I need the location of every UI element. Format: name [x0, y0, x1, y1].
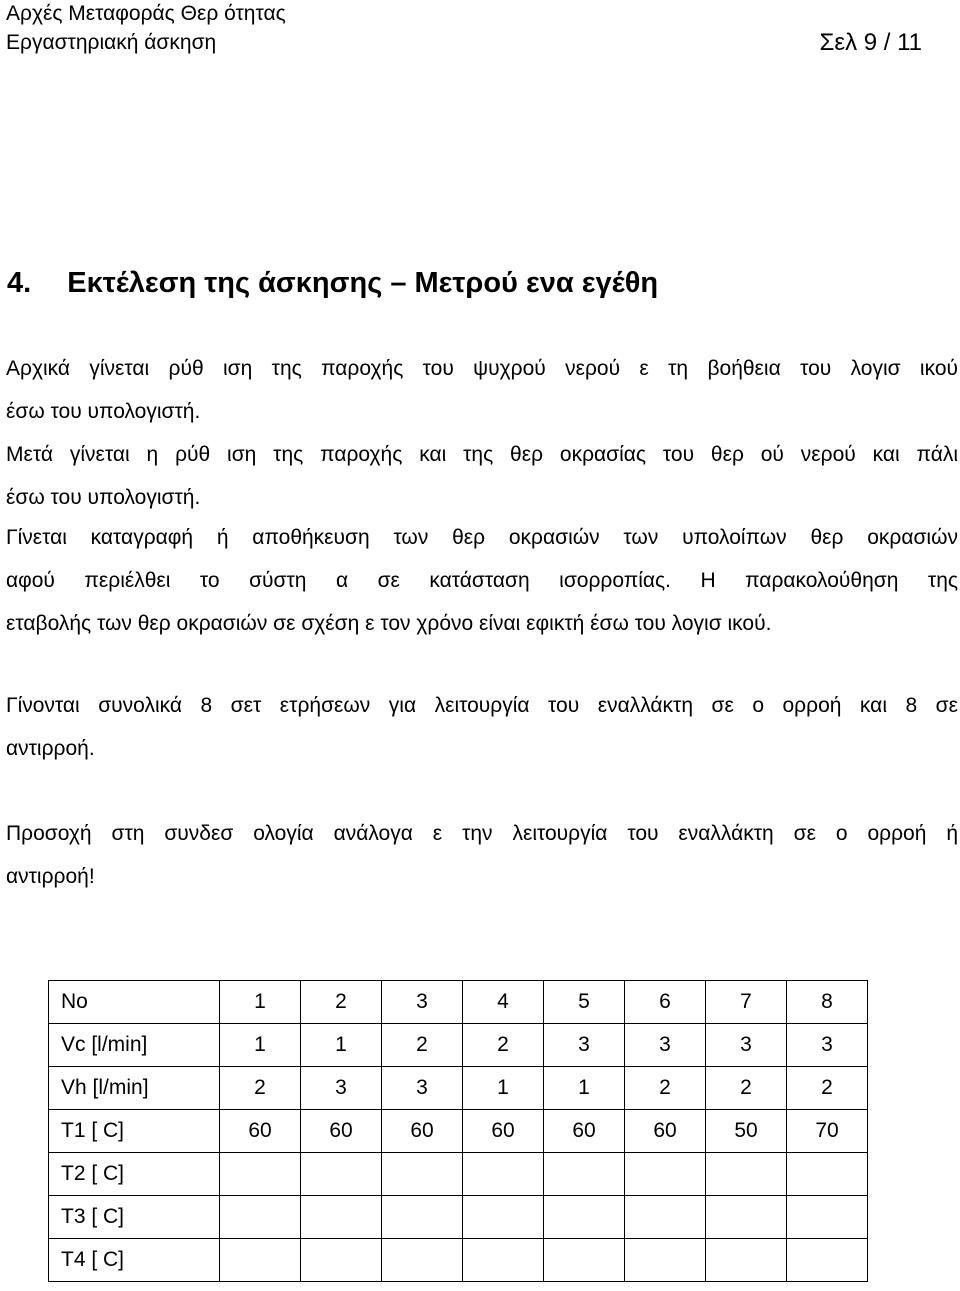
table-row [49, 1067, 868, 1110]
table-cell [544, 1239, 625, 1282]
table-row [49, 1110, 868, 1153]
paragraph-line: εταβολής των θερ οκρασιών σε σχέση ε τον χρόνο είναι εφικτή έσω του λογισ ικού. [6, 612, 772, 635]
table-cell [220, 1153, 301, 1196]
table-row [49, 1153, 868, 1196]
table-cell [220, 1196, 301, 1239]
warning-line: Προσοχή στη συνδεσ ολογία ανάλογα ε την λειτουργία του εναλλάκτη σε ο ορροή ή [6, 822, 958, 845]
table-cell [382, 1239, 463, 1282]
row-label: T4 [ C] [49, 1239, 220, 1282]
table-cell [787, 1239, 868, 1282]
table-cell [382, 1196, 463, 1239]
table-cell: 2 [382, 1024, 463, 1067]
header-course: Αρχές Μεταφοράς Θερ ότητας [6, 2, 286, 25]
table-cell: 1 [220, 1024, 301, 1067]
table-cell: 3 [382, 1067, 463, 1110]
table-cell: 3 [625, 1024, 706, 1067]
table-row [49, 981, 868, 1024]
paragraph-2 [6, 433, 958, 519]
table-cell: 7 [706, 981, 787, 1024]
table-cell: 3 [301, 1067, 382, 1110]
table-cell: 2 [220, 1067, 301, 1110]
table-cell [625, 1196, 706, 1239]
table-cell: 8 [787, 981, 868, 1024]
table-cell [625, 1239, 706, 1282]
table-cell: 60 [301, 1110, 382, 1153]
table-cell [463, 1196, 544, 1239]
paragraph-line: αφού περιέλθει το σύστη α σε κατάσταση ισορροπίας. Η παρακολούθηση της [6, 569, 958, 592]
paragraph-line: Αρχικά γίνεται ρύθ ιση της παροχής του ψυχρού νερού ε τη βοήθεια του λογισ ικού [6, 357, 958, 380]
table-cell: 1 [463, 1067, 544, 1110]
table-cell: 1 [544, 1067, 625, 1110]
paragraph-line: Γίνονται συνολικά 8 σετ ετρήσεων για λειτουργία του εναλλάκτη σε ο ορροή και 8 σε [6, 694, 958, 717]
table-cell: 3 [544, 1024, 625, 1067]
page-number: Σελ 9 / 11 [819, 29, 922, 56]
paragraph-line: έσω του υπολογιστή. [6, 486, 201, 509]
table-cell: 3 [706, 1024, 787, 1067]
table-cell [706, 1196, 787, 1239]
table-row [49, 1196, 868, 1239]
table-cell [706, 1153, 787, 1196]
table-cell [706, 1239, 787, 1282]
table-cell [625, 1153, 706, 1196]
table-cell [787, 1196, 868, 1239]
table-cell: 5 [544, 981, 625, 1024]
table-cell [463, 1239, 544, 1282]
table-cell: 70 [787, 1110, 868, 1153]
table-cell [301, 1239, 382, 1282]
table-cell [301, 1196, 382, 1239]
table-cell: 2 [301, 981, 382, 1024]
table-cell: 2 [463, 1024, 544, 1067]
table-cell: 2 [706, 1067, 787, 1110]
section-title: Εκτέλεση της άσκησης – Μετρού ενα εγέθη [67, 267, 659, 299]
paragraph-1 [6, 347, 958, 433]
table-cell [787, 1153, 868, 1196]
table-cell: 60 [220, 1110, 301, 1153]
table-cell [382, 1153, 463, 1196]
table-cell: 60 [463, 1110, 544, 1153]
table-cell [301, 1153, 382, 1196]
row-label: T3 [ C] [49, 1196, 220, 1239]
paragraph-line: αντιρροή. [6, 737, 95, 760]
table-cell: 60 [382, 1110, 463, 1153]
table-cell: 3 [787, 1024, 868, 1067]
table-cell: 6 [625, 981, 706, 1024]
warning-note [6, 812, 958, 898]
row-label: Vc [l/min] [49, 1024, 220, 1067]
paragraph-4 [6, 684, 958, 770]
table-cell: 50 [706, 1110, 787, 1153]
table-cell: 60 [544, 1110, 625, 1153]
table-cell [463, 1153, 544, 1196]
table-cell [544, 1196, 625, 1239]
table-row [49, 1024, 868, 1067]
measurements-table [48, 980, 868, 1282]
paragraph-line: Μετά γίνεται η ρύθ ιση της παροχής και της θερ οκρασίας του θερ ού νερού και πάλι [6, 443, 958, 466]
row-label: No [49, 981, 220, 1024]
table-cell [220, 1239, 301, 1282]
paragraph-3 [6, 516, 958, 645]
row-label: T2 [ C] [49, 1153, 220, 1196]
table-cell: 4 [463, 981, 544, 1024]
section-number: 4. [7, 267, 32, 299]
paragraph-line: έσω του υπολογιστή. [6, 400, 201, 423]
table-cell: 2 [787, 1067, 868, 1110]
table-cell: 1 [220, 981, 301, 1024]
row-label: Vh [l/min] [49, 1067, 220, 1110]
table-cell [544, 1153, 625, 1196]
table-cell: 1 [301, 1024, 382, 1067]
table-cell: 3 [382, 981, 463, 1024]
paragraph-line: Γίνεται καταγραφή ή αποθήκευση των θερ οκρασιών των υπολοίπων θερ οκρασιών [6, 526, 958, 549]
row-label: T1 [ C] [49, 1110, 220, 1153]
header-subtitle: Εργαστηριακή άσκηση [6, 31, 217, 54]
table-cell: 2 [625, 1067, 706, 1110]
section-heading [7, 267, 658, 300]
table-row [49, 1239, 868, 1282]
warning-line: αντιρροή! [6, 865, 95, 888]
table-cell: 60 [625, 1110, 706, 1153]
